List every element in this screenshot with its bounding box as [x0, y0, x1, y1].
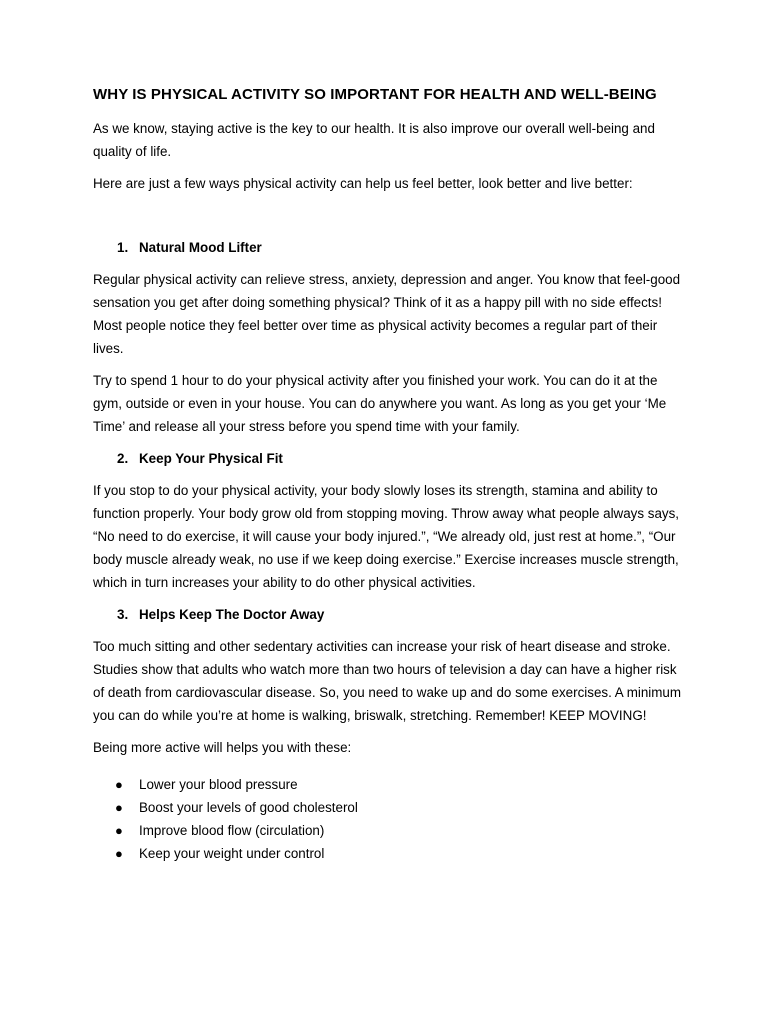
section-number-3: 3.	[117, 607, 129, 622]
section-heading-1	[93, 236, 683, 259]
blank-line	[93, 204, 683, 236]
bullet-icon: ●	[115, 800, 123, 815]
document-title: WHY IS PHYSICAL ACTIVITY SO IMPORTANT FOR HEALTH AND WELL-BEING	[93, 86, 657, 103]
section-heading-2	[93, 447, 683, 470]
bullet-icon: ●	[115, 846, 123, 861]
section-number-1: 1.	[117, 240, 129, 255]
list-item-text: Boost your levels of good cholesterol	[139, 800, 358, 815]
benefits-list	[93, 773, 683, 865]
section-3-paragraph-1: Too much sitting and other sedentary activities can increase your risk of heart disease and stroke. Studies show that adults who watch more than two hours of television a day can have a higher risk of death from cardiovascular disease. So, you need to wake up and do some exercises. A minimum you can do while you’re at home is walking, briswalk, stretching. Remember! KEEP MOVING!	[93, 639, 682, 723]
list-item-text: Lower your blood pressure	[139, 777, 298, 792]
section-2-paragraph-1: If you stop to do your physical activity, your body slowly loses its strength, stamina and ability to function properly. Your body grow old from stopping moving. Throw away what people always says, “No need to do exercise, it will cause your body injured.”, “We already old, just rest at home.”, “Our body muscle already weak, no use if we keep doing exercise.” Exercise increases muscle strength, which in turn increases your ability to do other physical activities.	[93, 483, 680, 590]
section-number-2: 2.	[117, 451, 129, 466]
section-1-paragraph-2: Try to spend 1 hour to do your physical activity after you finished your work. You can do it at the gym, outside or even in your house. You can do anywhere you want. As long as you get your ‘Me Time’ and release all your stress before you spend time with your family.	[93, 373, 667, 434]
intro-paragraph-1: As we know, staying active is the key to our health. It is also improve our overall well-being and quality of life.	[93, 121, 655, 159]
list-item-text: Improve blood flow (circulation)	[139, 823, 325, 838]
document-page	[93, 86, 683, 865]
section-3-paragraph-2: Being more active will helps you with these:	[93, 740, 352, 755]
section-title-1: Natural Mood Lifter	[139, 240, 262, 255]
list-item-text: Keep your weight under control	[139, 846, 325, 861]
list-item	[93, 842, 683, 865]
section-1-paragraph-1: Regular physical activity can relieve stress, anxiety, depression and anger. You know that feel-good sensation you get after doing something physical? Think of it as a happy pill with no side effects! Most people notice they feel better over time as physical activity becomes a regular part of their lives.	[93, 272, 681, 356]
section-title-2: Keep Your Physical Fit	[139, 451, 283, 466]
section-heading-3	[93, 603, 683, 626]
list-item	[93, 773, 683, 796]
list-item	[93, 819, 683, 842]
intro-paragraph-2: Here are just a few ways physical activity can help us feel better, look better and live better:	[93, 176, 633, 191]
bullet-icon: ●	[115, 777, 123, 792]
section-title-3: Helps Keep The Doctor Away	[139, 607, 325, 622]
bullet-icon: ●	[115, 823, 123, 838]
list-item	[93, 796, 683, 819]
